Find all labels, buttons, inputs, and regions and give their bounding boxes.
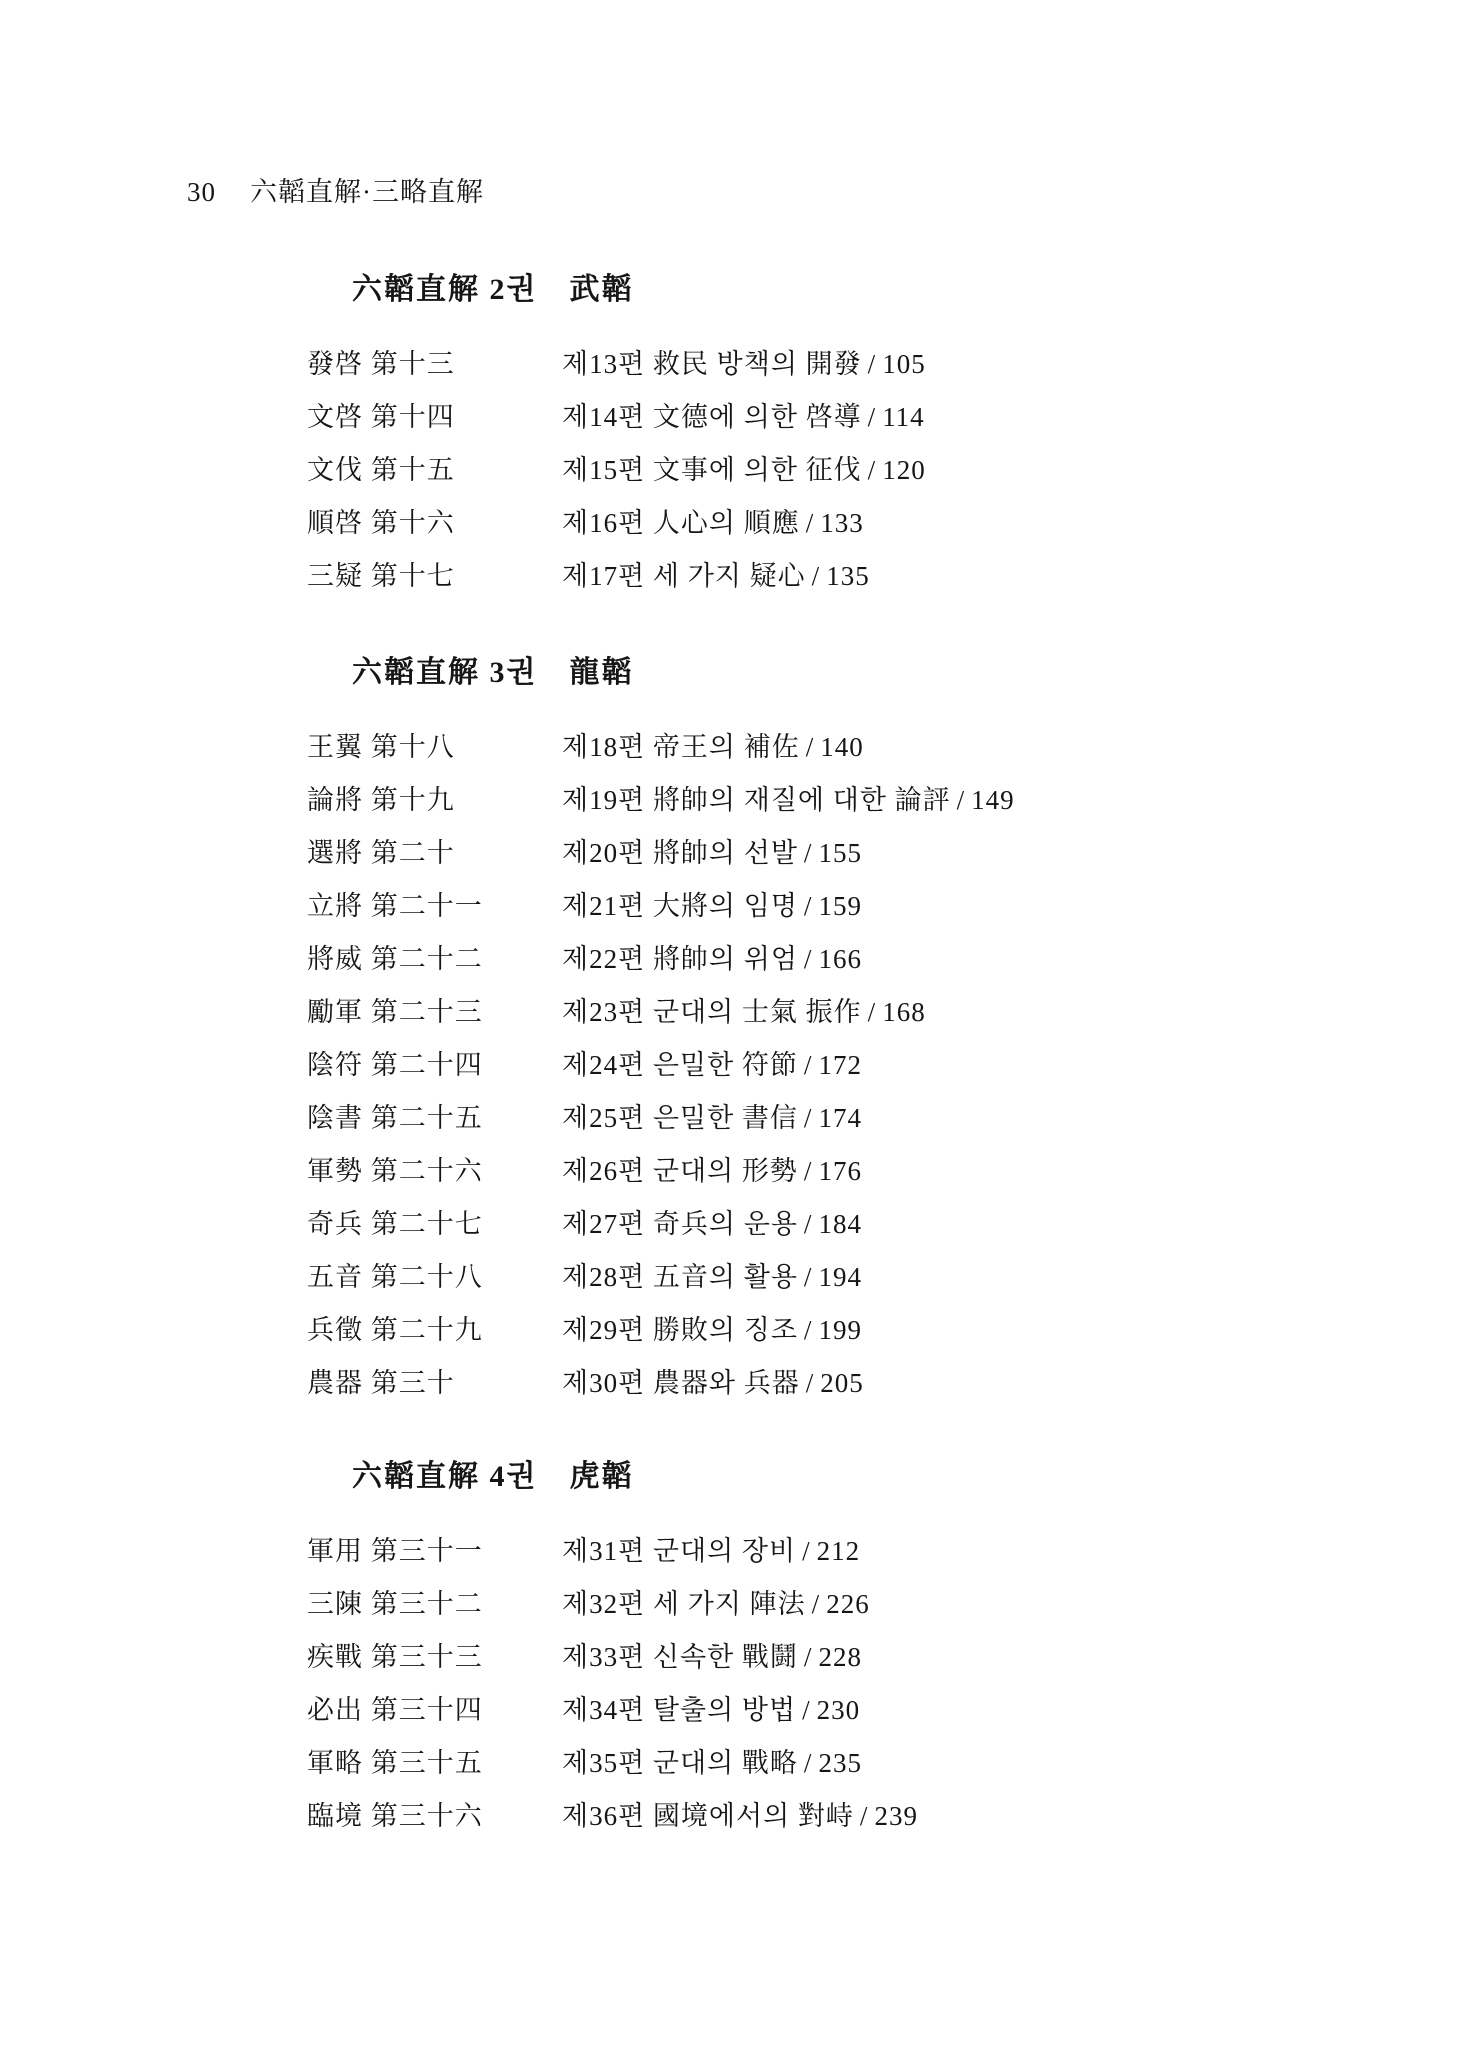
toc-section-mutao [307, 272, 1387, 600]
entry-description [562, 1096, 862, 1135]
entry-desc-text: 제36편 國境에서의 對峙 [562, 1801, 854, 1831]
entry-desc-text: 제13편 救民 방책의 開發 [562, 349, 862, 379]
entry-hanja-title: 順啓 第十六 [307, 508, 455, 538]
entry-hanja-title: 軍略 第三十五 [307, 1748, 483, 1778]
toc-entry [307, 1036, 1387, 1089]
section-volume: 六韜直解 4권 [352, 1460, 538, 1493]
section-tao: 虎韜 [569, 1460, 634, 1493]
entry-description [562, 1149, 862, 1188]
entry-hanja-title: 三疑 第十七 [307, 561, 455, 591]
entry-hanja-title: 必出 第三十四 [307, 1695, 483, 1725]
entry-page-number: 205 [820, 1368, 864, 1398]
entry-desc-text: 제24편 은밀한 符節 [562, 1050, 798, 1080]
toc-entry [307, 983, 1387, 1036]
entry-description [562, 1255, 862, 1294]
entry-page-number: 159 [818, 891, 862, 921]
entry-separator: / [811, 561, 821, 591]
section-entries [307, 335, 1387, 600]
entry-desc-text: 제33편 신속한 戰鬪 [562, 1642, 798, 1672]
entry-description [562, 554, 870, 593]
entry-desc-text: 제18편 帝王의 補佐 [562, 732, 800, 762]
entry-desc-text: 제28편 五音의 활용 [562, 1262, 798, 1292]
entry-page-number: 212 [816, 1536, 861, 1566]
entry-page-number: 120 [882, 455, 926, 485]
entry-separator: / [805, 508, 815, 538]
section-tao: 武韜 [569, 273, 634, 306]
toc-section-hotao [307, 1459, 1387, 1840]
entry-desc-text: 제20편 將帥의 선발 [562, 838, 798, 868]
toc-entry [307, 1142, 1387, 1195]
entry-page-number: 176 [818, 1156, 862, 1186]
entry-description [562, 990, 926, 1029]
entry-separator: / [802, 1695, 811, 1725]
toc-entry [307, 1354, 1387, 1407]
entry-description [562, 342, 926, 381]
toc-entry [307, 1195, 1387, 1248]
section-entries [307, 718, 1387, 1407]
toc-section-yongtao [307, 655, 1387, 1407]
entry-hanja-title: 將威 第二十二 [307, 944, 483, 974]
toc-entry [307, 1248, 1387, 1301]
toc-entry [307, 388, 1387, 441]
section-title [307, 272, 1387, 308]
entry-separator: / [803, 1209, 813, 1239]
entry-description [562, 1308, 862, 1347]
entry-description [562, 448, 926, 487]
section-volume: 六韜直解 3권 [352, 656, 538, 689]
entry-description [562, 1688, 860, 1727]
section-title [307, 655, 1387, 691]
entry-desc-text: 제14편 文德에 의한 啓導 [562, 402, 862, 432]
section-tao: 龍韜 [569, 656, 634, 689]
entry-page-number: 149 [971, 785, 1015, 815]
toc-entry [307, 547, 1387, 600]
entry-description [562, 725, 864, 764]
entry-separator: / [803, 1050, 813, 1080]
entry-hanja-title: 論將 第十九 [307, 785, 455, 815]
entry-page-number: 235 [818, 1748, 862, 1778]
entry-hanja-title: 陰書 第二十五 [307, 1103, 483, 1133]
entry-separator: / [803, 1748, 813, 1778]
entry-separator: / [956, 785, 966, 815]
entry-page-number: 228 [818, 1642, 862, 1672]
toc-entry [307, 1787, 1387, 1840]
toc-entry [307, 1089, 1387, 1142]
entry-page-number: 114 [882, 402, 925, 432]
table-of-contents [307, 0, 1387, 1840]
entry-hanja-title: 軍用 第三十一 [307, 1536, 483, 1566]
entry-description [562, 395, 925, 434]
entry-desc-text: 제16편 人心의 順應 [562, 508, 800, 538]
entry-hanja-title: 軍勢 第二十六 [307, 1156, 483, 1186]
entry-desc-text: 제17편 세 가지 疑心 [562, 561, 806, 591]
entry-desc-text: 제35편 군대의 戰略 [562, 1748, 798, 1778]
entry-separator: / [802, 1536, 811, 1566]
entry-separator: / [803, 1103, 813, 1133]
section-entries [307, 1522, 1387, 1840]
entry-page-number: 199 [818, 1315, 862, 1345]
entry-page-number: 166 [818, 944, 862, 974]
toc-entry [307, 335, 1387, 388]
toc-entry [307, 1522, 1387, 1575]
entry-description [562, 1361, 864, 1400]
toc-entry [307, 1575, 1387, 1628]
toc-entry [307, 877, 1387, 930]
entry-hanja-title: 農器 第三十 [307, 1368, 455, 1398]
entry-hanja-title: 發啓 第十三 [307, 349, 455, 379]
entry-page-number: 105 [882, 349, 926, 379]
entry-description [562, 1043, 862, 1082]
entry-desc-text: 제34편 탈출의 방법 [562, 1695, 797, 1725]
entry-desc-text: 제21편 大將의 임명 [562, 891, 798, 921]
entry-desc-text: 제23편 군대의 士氣 振作 [562, 997, 862, 1027]
entry-separator: / [867, 402, 877, 432]
entry-page-number: 174 [818, 1103, 862, 1133]
entry-page-number: 226 [826, 1589, 870, 1619]
entry-desc-text: 제31편 군대의 장비 [562, 1536, 797, 1566]
entry-separator: / [867, 455, 877, 485]
entry-separator: / [803, 838, 813, 868]
entry-page-number: 155 [818, 838, 862, 868]
section-volume: 六韜直解 2권 [352, 273, 538, 306]
entry-hanja-title: 選將 第二十 [307, 838, 455, 868]
entry-separator: / [803, 1262, 813, 1292]
entry-description [562, 1582, 870, 1621]
entry-hanja-title: 疾戰 第三十三 [307, 1642, 483, 1672]
entry-description [562, 778, 1015, 817]
entry-page-number: 140 [820, 732, 864, 762]
entry-page-number: 172 [818, 1050, 862, 1080]
entry-description [562, 884, 862, 923]
toc-entry [307, 718, 1387, 771]
entry-hanja-title: 勵軍 第二十三 [307, 997, 483, 1027]
toc-entry [307, 441, 1387, 494]
entry-hanja-title: 奇兵 第二十七 [307, 1209, 483, 1239]
toc-entry [307, 930, 1387, 983]
entry-separator: / [803, 1642, 813, 1672]
entry-page-number: 133 [820, 508, 864, 538]
entry-separator: / [803, 1315, 813, 1345]
toc-entry [307, 1301, 1387, 1354]
entry-desc-text: 제25편 은밀한 書信 [562, 1103, 798, 1133]
section-title [307, 1459, 1387, 1495]
toc-entry [307, 1628, 1387, 1681]
entry-description [562, 501, 864, 540]
entry-separator: / [803, 944, 813, 974]
entry-separator: / [811, 1589, 821, 1619]
entry-hanja-title: 王翼 第十八 [307, 732, 455, 762]
entry-description [562, 1202, 862, 1241]
entry-description [562, 1529, 860, 1568]
entry-description [562, 937, 862, 976]
entry-description [562, 1635, 862, 1674]
entry-hanja-title: 文伐 第十五 [307, 455, 455, 485]
entry-description [562, 831, 862, 870]
running-head-title: 六韜直解·三略直解 [250, 177, 484, 207]
entry-hanja-title: 三陳 第三十二 [307, 1589, 483, 1619]
entry-page-number: 194 [818, 1262, 862, 1292]
entry-desc-text: 제29편 勝敗의 징조 [562, 1315, 798, 1345]
entry-hanja-title: 立將 第二十一 [307, 891, 483, 921]
entry-hanja-title: 臨境 第三十六 [307, 1801, 483, 1831]
toc-entry [307, 1734, 1387, 1787]
entry-separator: / [805, 732, 815, 762]
entry-desc-text: 제27편 奇兵의 운용 [562, 1209, 798, 1239]
entry-separator: / [859, 1801, 869, 1831]
entry-hanja-title: 兵徵 第二十九 [307, 1315, 483, 1345]
entry-description [562, 1741, 862, 1780]
entry-separator: / [867, 349, 877, 379]
toc-entry [307, 771, 1387, 824]
toc-entry [307, 1681, 1387, 1734]
entry-page-number: 135 [826, 561, 870, 591]
entry-desc-text: 제22편 將帥의 위엄 [562, 944, 798, 974]
entry-desc-text: 제26편 군대의 形勢 [562, 1156, 798, 1186]
entry-description [562, 1794, 918, 1833]
entry-page-number: 184 [818, 1209, 862, 1239]
entry-desc-text: 제32편 세 가지 陣法 [562, 1589, 806, 1619]
entry-separator: / [803, 891, 813, 921]
entry-page-number: 230 [816, 1695, 861, 1725]
entry-separator: / [867, 997, 877, 1027]
toc-entry [307, 824, 1387, 877]
entry-hanja-title: 五音 第二十八 [307, 1262, 483, 1292]
entry-desc-text: 제30편 農器와 兵器 [562, 1368, 800, 1398]
entry-hanja-title: 陰符 第二十四 [307, 1050, 483, 1080]
page-number: 30 [187, 177, 216, 207]
toc-entry [307, 494, 1387, 547]
entry-desc-text: 제15편 文事에 의한 征伐 [562, 455, 862, 485]
entry-hanja-title: 文啓 第十四 [307, 402, 455, 432]
entry-desc-text: 제19편 將帥의 재질에 대한 論評 [562, 785, 951, 815]
entry-page-number: 239 [874, 1801, 918, 1831]
entry-separator: / [803, 1156, 813, 1186]
entry-separator: / [805, 1368, 815, 1398]
entry-page-number: 168 [882, 997, 926, 1027]
